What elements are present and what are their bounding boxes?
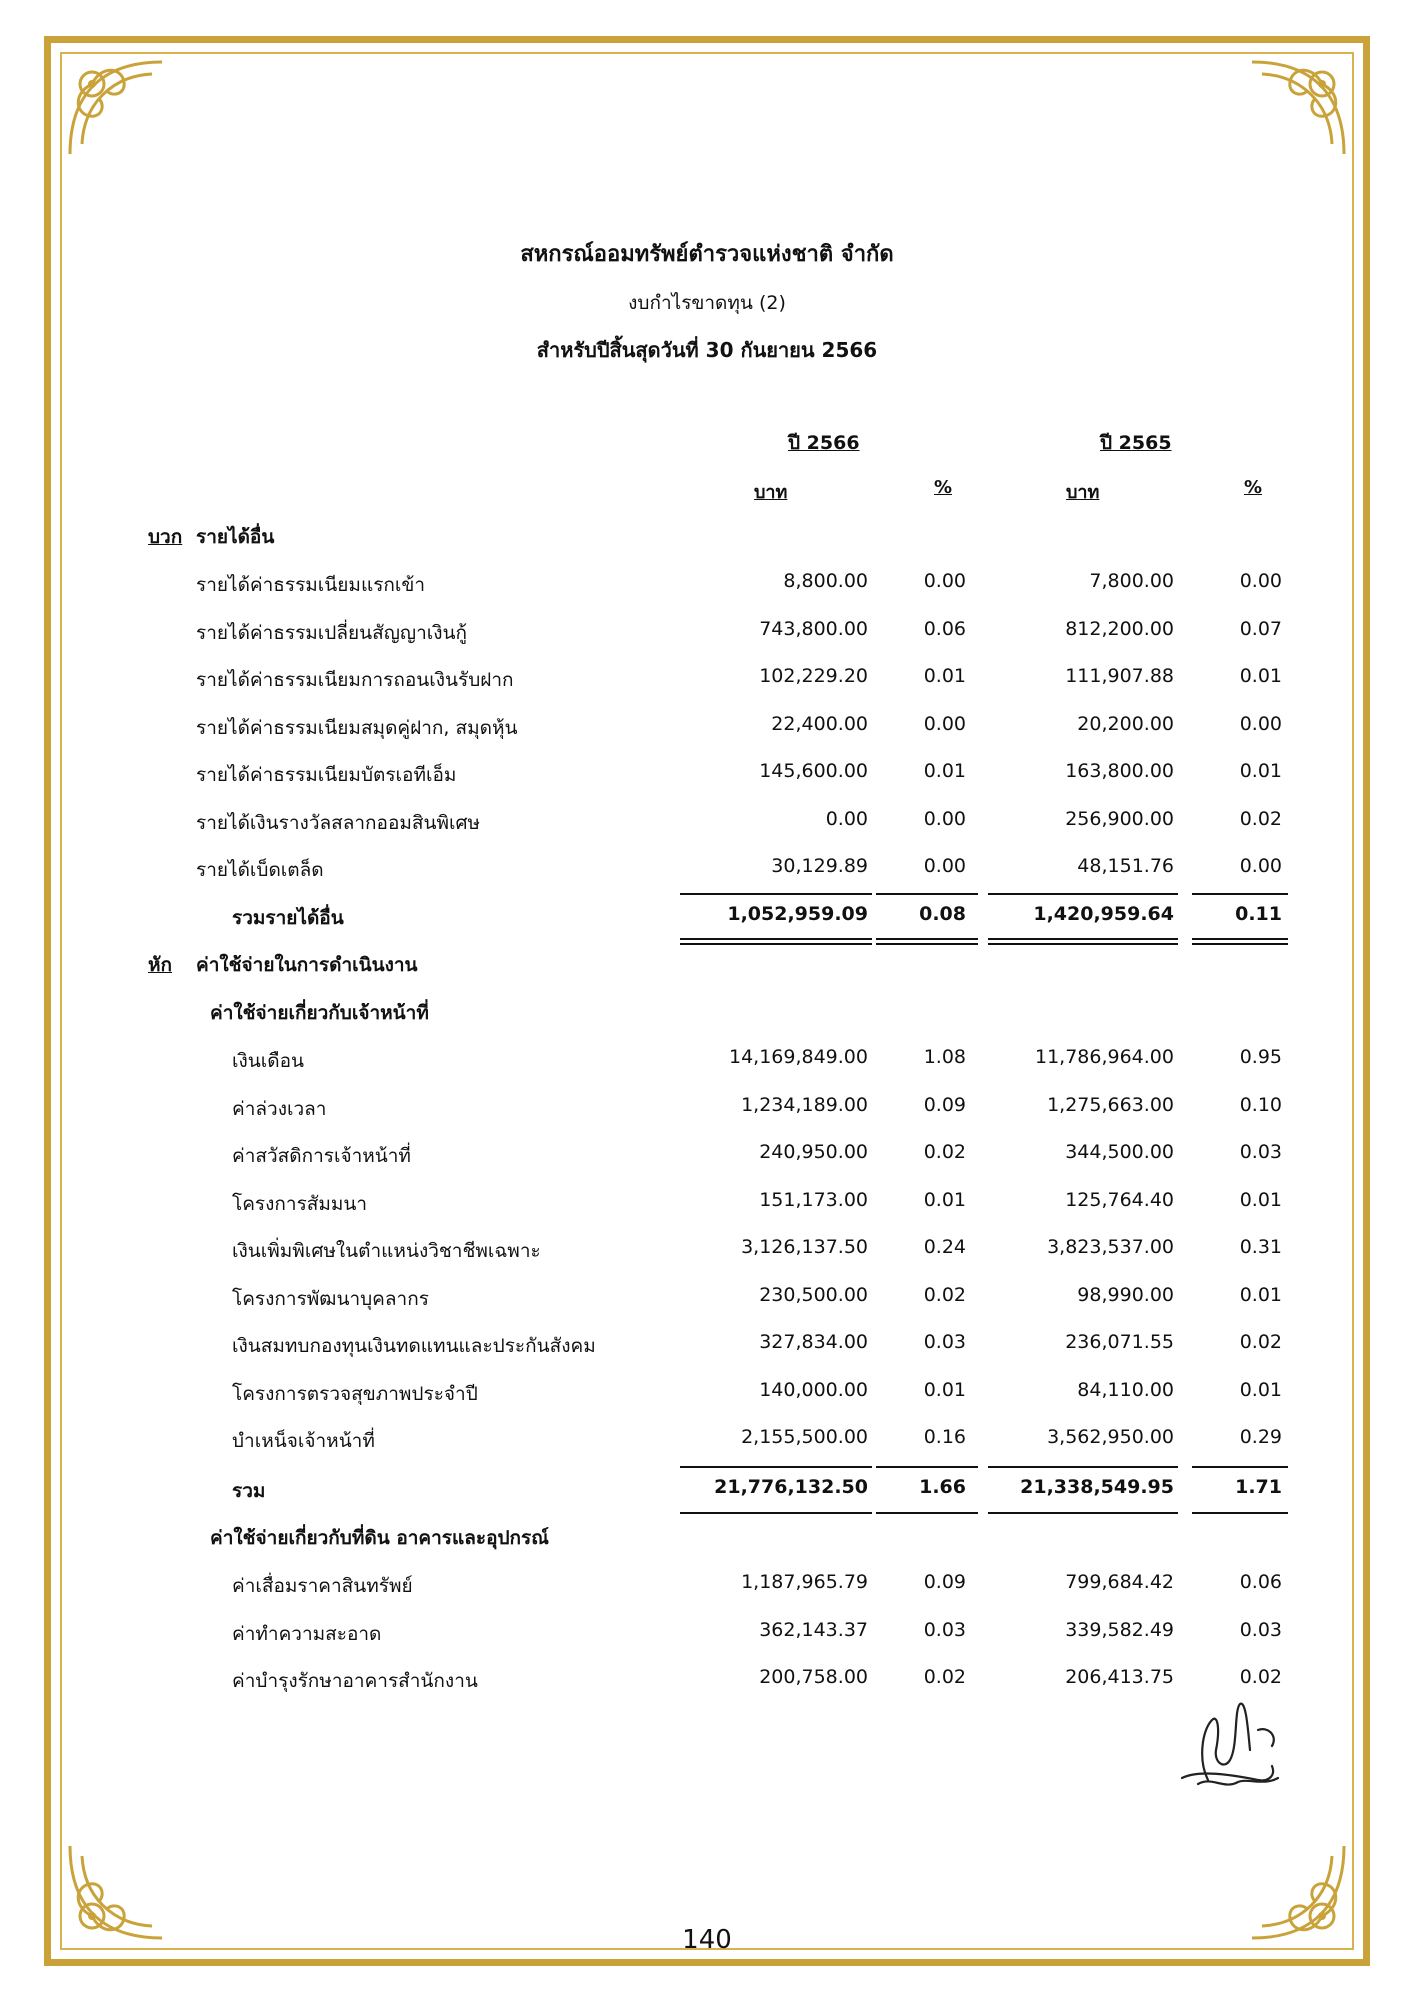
value-2566: 22,400.00 [771,712,868,735]
section-heading-other-income [0,522,1414,562]
total-rule [988,1512,1178,1514]
value-2565: 21,338,549.95 [1020,1476,1174,1498]
percent-2565: 0.01 [1239,1188,1282,1211]
percent-2565: 0.06 [1239,1571,1282,1593]
table-row [0,808,1414,848]
table-row [0,760,1414,800]
value-2565: 84,110.00 [1077,1378,1174,1401]
total-double-rule [988,938,1178,945]
percent-2566: 0.01 [923,1188,966,1211]
table-row [0,665,1414,705]
value-2566: 145,600.00 [759,760,868,782]
percent-2566: 1.08 [923,1046,966,1068]
value-2566: 2,155,500.00 [741,1426,868,1448]
value-2565: 256,900.00 [1065,807,1174,830]
value-2566: 8,800.00 [783,570,868,592]
percent-2566: 0.08 [919,903,966,925]
value-2565: 344,500.00 [1065,1141,1174,1163]
property-expenses-heading [0,1523,1414,1563]
value-2566: 1,187,965.79 [741,1571,868,1593]
subtotal-rule [680,893,872,895]
row-label: เงินเพิ่มพิเศษในตำแหน่งวิชาชีพเฉพาะ [232,1240,541,1262]
percent-2565: 0.11 [1235,903,1282,925]
percent-2565: 0.00 [1239,712,1282,735]
row-label: รายได้ค่าธรรมเนียมสมุดคู่ฝาก, สมุดหุ้น [196,716,518,739]
subtotal-rule [680,1466,872,1468]
value-2566: 362,143.37 [759,1618,868,1641]
value-2565: 3,562,950.00 [1047,1426,1174,1448]
percent-2565: 0.02 [1239,1666,1282,1688]
organization-name: สหกรณ์ออมทรัพย์ตำรวจแห่งชาติ จำกัด [520,242,894,267]
table-row [0,1426,1414,1466]
value-2566: 30,129.89 [771,855,868,877]
table-row [0,1141,1414,1181]
percent-2565: 0.31 [1239,1236,1282,1258]
table-row [0,1189,1414,1229]
percent-2565: 0.29 [1239,1426,1282,1448]
row-label: รายได้เบ็ดเตล็ด [196,859,324,881]
staff-total-row [0,1476,1414,1516]
value-2565: 7,800.00 [1089,570,1174,592]
percent-2565: 0.02 [1239,807,1282,830]
row-label: รายได้ค่าธรรมเปลี่ยนสัญญาเงินกู้ [196,621,468,644]
percent-2565: 0.95 [1239,1046,1282,1068]
value-2565: 1,420,959.64 [1033,903,1174,925]
table-row [0,1619,1414,1659]
column-unit-baht: บาท [754,482,788,503]
value-2565: 98,990.00 [1077,1283,1174,1306]
column-year-2565: ปี 2565 [1100,432,1172,454]
row-label: รายได้เงินรางวัลสลากออมสินพิเศษ [196,811,481,834]
subtotal-rule [1192,893,1288,895]
subsection-label: ค่าใช้จ่ายเกี่ยวกับที่ดิน อาคารและอุปกรณ์ [210,1527,549,1549]
table-row [0,1331,1414,1371]
total-rule [680,1512,872,1514]
value-2565: 125,764.40 [1065,1188,1174,1211]
percent-2565: 0.01 [1239,1283,1282,1306]
percent-2566: 0.09 [923,1571,966,1593]
value-2565: 111,907.88 [1065,665,1174,687]
table-row [0,713,1414,753]
row-label: รายได้ค่าธรรมเนียมการถอนเงินรับฝาก [196,669,514,691]
subtotal-rule [988,1466,1178,1468]
row-label: โครงการพัฒนาบุคลากร [232,1287,429,1310]
value-2565: 236,071.55 [1065,1331,1174,1353]
signature-image [1168,1690,1298,1800]
value-2565: 11,786,964.00 [1034,1046,1174,1068]
row-label: ค่าบำรุงรักษาอาคารสำนักงาน [232,1670,478,1692]
subsection-label: ค่าใช้จ่ายเกี่ยวกับเจ้าหน้าที่ [210,1002,429,1024]
percent-2565: 0.01 [1239,665,1282,687]
row-label: เงินเดือน [232,1050,304,1072]
page-number: 140 [682,1925,732,1955]
value-2565: 48,151.76 [1077,855,1174,877]
table-row [0,570,1414,610]
percent-2565: 0.01 [1239,1378,1282,1401]
value-2566: 1,234,189.00 [741,1093,868,1116]
percent-2565: 0.10 [1239,1093,1282,1116]
section-label: รายได้อื่น [196,526,275,548]
percent-2565: 0.07 [1239,617,1282,640]
total-double-rule [876,938,978,945]
total-rule [876,1512,978,1514]
subtotal-rule [1192,1466,1288,1468]
value-2566: 140,000.00 [759,1378,868,1401]
table-row [0,855,1414,895]
corner-ornament-icon [1242,54,1352,164]
value-2565: 812,200.00 [1065,617,1174,640]
subtotal-rule [876,1466,978,1468]
row-label: รวม [232,1480,266,1502]
row-label: โครงการสัมมนา [232,1192,368,1215]
corner-ornament-icon [62,54,172,164]
value-2566: 151,173.00 [759,1188,868,1211]
row-label: โครงการตรวจสุขภาพประจำปี [232,1382,478,1405]
value-2566: 1,052,959.09 [727,903,868,925]
percent-2566: 0.24 [923,1236,966,1258]
value-2565: 3,823,537.00 [1047,1236,1174,1258]
statement-title: งบกำไรขาดทุน (2) [628,292,786,314]
percent-2566: 0.00 [923,712,966,735]
value-2566: 230,500.00 [759,1283,868,1306]
section-heading-operating-expenses [0,950,1414,990]
table-row [0,1094,1414,1134]
table-row [0,1284,1414,1324]
percent-2566: 0.01 [923,760,966,782]
value-2565: 799,684.42 [1065,1571,1174,1593]
value-2566: 3,126,137.50 [741,1236,868,1258]
table-row [0,1571,1414,1611]
value-2566: 102,229.20 [759,665,868,687]
percent-2566: 1.66 [919,1476,966,1498]
total-double-rule [680,938,872,945]
statement-period: สำหรับปีสิ้นสุดวันที่ 30 กันยายน 2566 [536,338,878,362]
row-label: เงินสมทบกองทุนเงินทดแทนและประกันสังคม [232,1335,596,1357]
value-2565: 1,275,663.00 [1047,1093,1174,1116]
percent-2566: 0.00 [923,570,966,592]
percent-2565: 0.03 [1239,1618,1282,1641]
percent-2565: 0.02 [1239,1331,1282,1353]
percent-2565: 1.71 [1235,1476,1282,1498]
percent-2566: 0.03 [923,1618,966,1641]
total-rule [1192,1512,1288,1514]
value-2566: 0.00 [825,807,868,830]
value-2566: 743,800.00 [759,617,868,640]
percent-2565: 0.03 [1239,1141,1282,1163]
row-label: ค่าล่วงเวลา [232,1097,327,1120]
value-2566: 14,169,849.00 [728,1046,868,1068]
row-label: ค่าทำความสะอาด [232,1622,382,1645]
percent-2566: 0.09 [923,1093,966,1116]
column-year-2566: ปี 2566 [788,432,860,454]
percent-2566: 0.16 [923,1426,966,1448]
subtotal-rule [988,893,1178,895]
row-label: บำเหน็จเจ้าหน้าที่ [232,1430,375,1452]
value-2566: 21,776,132.50 [714,1476,868,1498]
staff-expenses-heading [0,998,1414,1038]
row-label: ค่าเสื่อมราคาสินทรัพย์ [232,1575,413,1597]
percent-2566: 0.00 [923,807,966,830]
section-prefix: บวก [148,526,183,548]
value-2565: 206,413.75 [1065,1666,1174,1688]
row-label: รวมรายได้อื่น [232,907,344,929]
table-row [0,1236,1414,1276]
value-2566: 240,950.00 [759,1141,868,1163]
section-label: ค่าใช้จ่ายในการดำเนินงาน [196,954,418,976]
row-label: ค่าสวัสดิการเจ้าหน้าที่ [232,1145,411,1167]
table-row [0,1379,1414,1419]
value-2565: 339,582.49 [1065,1618,1174,1641]
percent-2566: 0.01 [923,1378,966,1401]
subtotal-rule [876,893,978,895]
value-2566: 200,758.00 [759,1666,868,1688]
percent-2565: 0.00 [1239,855,1282,877]
percent-2565: 0.00 [1239,570,1282,592]
percent-2566: 0.02 [923,1141,966,1163]
table-row [0,1046,1414,1086]
percent-2566: 0.03 [923,1331,966,1353]
percent-2566: 0.00 [923,855,966,877]
percent-2566: 0.02 [923,1666,966,1688]
percent-2566: 0.02 [923,1283,966,1306]
value-2565: 163,800.00 [1065,760,1174,782]
percent-2566: 0.01 [923,665,966,687]
column-unit-pct: % [934,477,953,498]
total-double-rule [1192,938,1288,945]
row-label: รายได้ค่าธรรมเนียมแรกเข้า [196,574,426,596]
row-label: รายได้ค่าธรรมเนียมบัตรเอทีเอ็ม [196,764,457,786]
section-prefix: หัก [148,954,173,976]
value-2565: 20,200.00 [1077,712,1174,735]
percent-2566: 0.06 [923,617,966,640]
column-unit-pct: % [1244,477,1263,498]
table-row [0,618,1414,658]
total-other-income-row [0,903,1414,943]
column-unit-baht: บาท [1066,482,1100,503]
percent-2565: 0.01 [1239,760,1282,782]
value-2566: 327,834.00 [759,1331,868,1353]
